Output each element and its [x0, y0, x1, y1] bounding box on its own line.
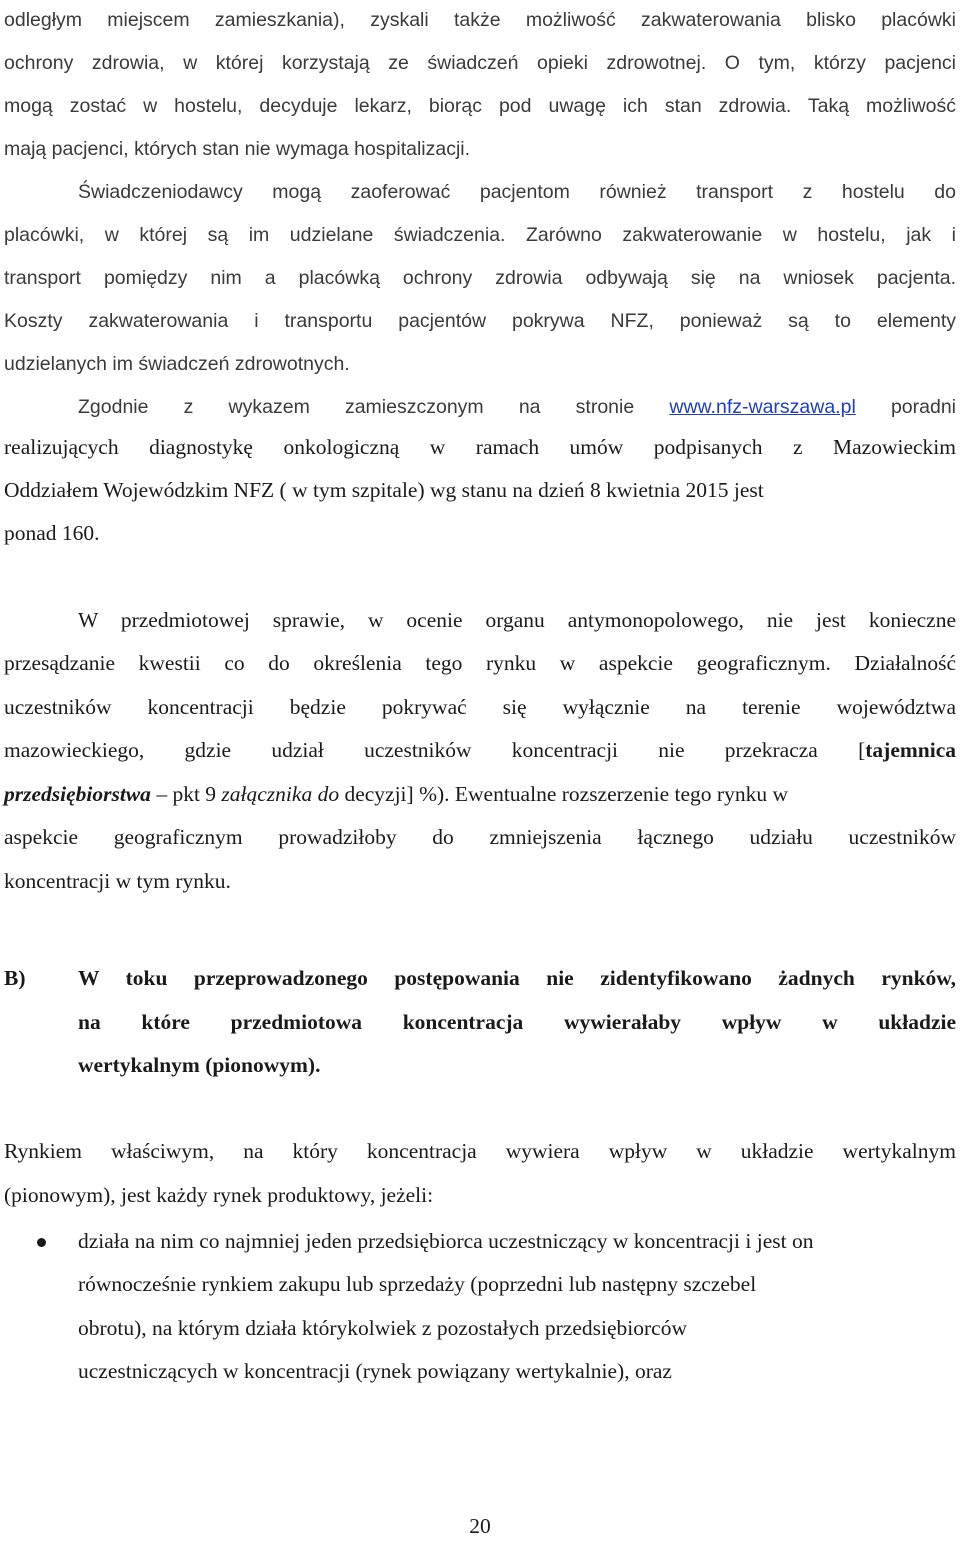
confidential-marker: tajemnica — [865, 738, 956, 762]
paragraph-4-line-4 — [4, 735, 956, 765]
paragraph-1-line-1: odległym miejscem zamieszkania), zyskali także możliwość zakwaterowania blisko placówki — [4, 9, 956, 31]
page-number: 20 — [469, 1514, 491, 1538]
paragraph-3-line-2: realizujących diagnostykę onkologiczną w ramach umów podpisanych z Mazowieckim — [4, 435, 956, 459]
paragraph-4-point: – pkt 9 — [150, 782, 222, 806]
section-b-heading-line-2: na które przedmiotowa koncentracja wywierałaby wpływ w układzie — [78, 1010, 956, 1034]
nfz-warszawa-link[interactable]: www.nfz-warszawa.pl — [669, 396, 856, 418]
paragraph-4-line-1: W przedmiotowej sprawie, w ocenie organu antymonopolowego, nie jest konieczne — [78, 608, 956, 632]
paragraph-4-line-5 — [4, 779, 956, 809]
paragraph-3-line-3: Oddziałem Wojewódzkim NFZ ( w tym szpitale) wg stanu na dzień 8 kwietnia 2015 jest — [4, 478, 764, 502]
paragraph-3-text-after-link: poradni — [890, 396, 957, 418]
confidential-marker-continued: przedsiębiorstwa — [4, 782, 151, 806]
bullet-line-4: uczestniczących w koncentracji (rynek powiązany wertykalnie), oraz — [78, 1359, 672, 1383]
paragraph-3-line-1 — [78, 392, 956, 422]
bullet-icon — [37, 1238, 46, 1247]
paragraph-1-line-4: mają pacjenci, których stan nie wymaga hospitalizacji. — [4, 138, 471, 160]
paragraph-2-line-2: placówki, w której są im udzielane świadczenia. Zarówno zakwaterowanie w hostelu, jak i — [4, 224, 956, 246]
paragraph-4-line-3: uczestników koncentracji będzie pokrywać się wyłącznie na terenie województwa — [4, 695, 956, 719]
bullet-line-1: działa na nim co najmniej jeden przedsiębiorca uczestniczący w koncentracji i jest on — [78, 1229, 814, 1253]
paragraph-2-line-1: Świadczeniodawcy mogą zaoferować pacjentom również transport z hostelu do — [78, 181, 956, 203]
bullet-line-3: obrotu), na którym działa którykolwiek z pozostałych przedsiębiorców — [78, 1316, 687, 1340]
paragraph-1-line-3: mogą zostać w hostelu, decyduje lekarz, biorąc pod uwagę ich stan zdrowia. Taką możliwość — [4, 95, 956, 117]
paragraph-3-line-4: ponad 160. — [4, 521, 100, 545]
annex-reference: załącznika do — [221, 782, 340, 806]
paragraph-5-line-2: (pionowym), jest każdy rynek produktowy, jeżeli: — [4, 1183, 434, 1207]
paragraph-4-text: mazowieckiego, gdzie udział uczestników koncentracji nie przekracza [ — [4, 738, 866, 762]
paragraph-2-line-3: transport pomiędzy nim a placówką ochrony zdrowia odbywają się na wniosek pacjenta. — [4, 267, 956, 289]
paragraph-2-line-5: udzielanych im świadczeń zdrowotnych. — [4, 353, 350, 375]
paragraph-4-text-continued: decyzji] %). Ewentualne rozszerzenie tego rynku w — [339, 782, 788, 806]
paragraph-4-line-2: przesądzanie kwestii co do określenia tego rynku w aspekcie geograficznym. Działalność — [4, 651, 956, 675]
section-b-heading-line-3: wertykalnym (pionowym). — [78, 1053, 321, 1077]
bullet-line-2: równocześnie rynkiem zakupu lub sprzedaży (poprzedni lub następny szczebel — [78, 1272, 757, 1296]
paragraph-2-line-4: Koszty zakwaterowania i transportu pacjentów pokrywa NFZ, ponieważ są to elementy — [4, 310, 956, 332]
paragraph-4-line-6: aspekcie geograficznym prowadziłoby do zmniejszenia łącznego udziału uczestników — [4, 825, 956, 849]
section-b-marker: B) — [4, 966, 26, 990]
paragraph-3-text-before-link: Zgodnie z wykazem zamieszczonym na stronie — [78, 396, 635, 418]
section-b-heading-line-1: W toku przeprowadzonego postępowania nie zidentyfikowano żadnych rynków, — [78, 966, 956, 990]
paragraph-5-line-1: Rynkiem właściwym, na który koncentracja wywiera wpływ w układzie wertykalnym — [4, 1139, 956, 1163]
paragraph-4-line-7: koncentracji w tym rynku. — [4, 869, 231, 893]
paragraph-1-line-2: ochrony zdrowia, w której korzystają ze świadczeń opieki zdrowotnej. O tym, którzy pacjenci — [4, 52, 956, 74]
